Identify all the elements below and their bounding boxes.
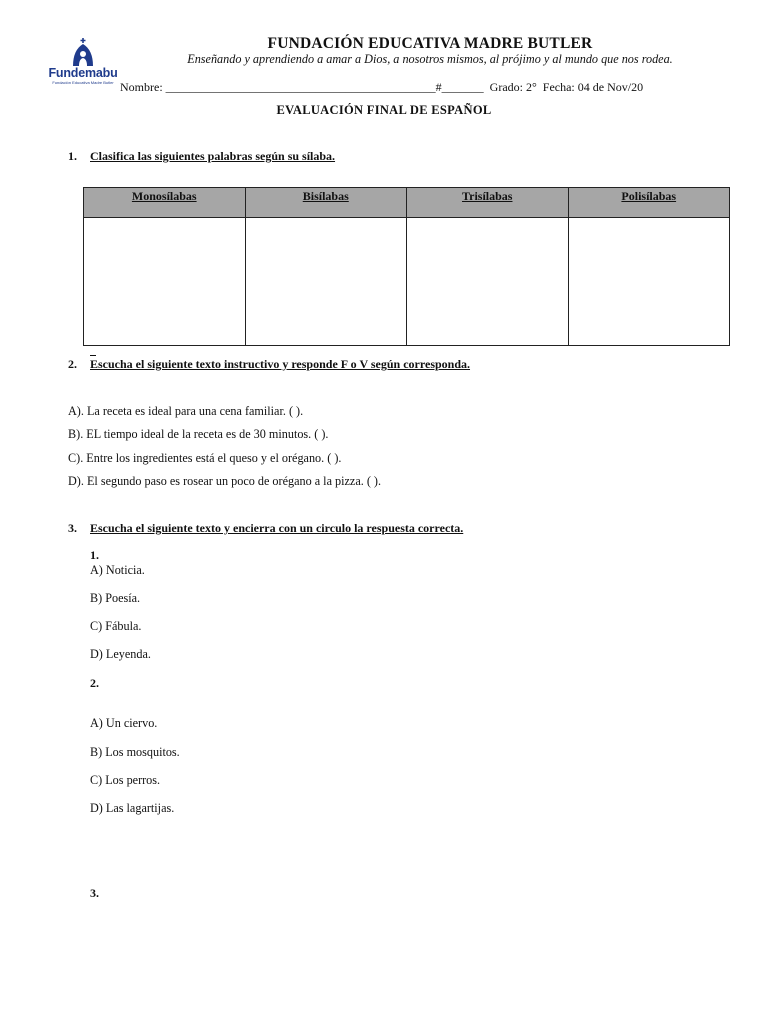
logo-subtext: Fundación Educativa Madre Butler (52, 80, 114, 85)
question-2-item-b: B). EL tiempo ideal de la receta es de 30 minutos. ( ). (68, 427, 329, 441)
header-bisilabas: Bisílabas (245, 188, 407, 218)
question-2-item-c: C). Entre los ingredientes está el queso y el orégano. ( ). (68, 451, 342, 465)
sub-1-option-a[interactable]: A) Noticia. (90, 563, 145, 577)
question-2-item-d: D). El segundo paso es rosear un poco de orégano a la pizza. ( ). (68, 474, 382, 488)
question-1 (68, 149, 335, 164)
question-2-item-a: A). La receta es ideal para una cena familiar. ( ). (68, 404, 304, 418)
question-3-sub-1-number: 1. (90, 548, 99, 562)
stray-underline-mark (90, 355, 96, 356)
header-monosilabas: Monosílabas (84, 188, 246, 218)
sub-1-option-b[interactable]: B) Poesía. (90, 591, 141, 605)
sub-2-option-c[interactable]: C) Los perros. (90, 773, 161, 787)
question-3 (68, 521, 463, 536)
question-3-text: Escucha el siguiente texto y encierra con un circulo la respuesta correcta. (90, 521, 464, 535)
institution-motto: Enseñando y aprendiendo a amar a Dios, a nosotros mismos, al prójimo y al mundo que nos rodea. (187, 52, 673, 66)
header-trisilabas: Trisílabas (407, 188, 569, 218)
question-1-text: Clasifica las siguientes palabras según su sílaba. (90, 149, 336, 163)
syllable-table-answer-row (84, 218, 730, 346)
institution-title: FUNDACIÓN EDUCATIVA MADRE BUTLER (267, 35, 593, 52)
answer-cell-bisilabas[interactable] (245, 218, 407, 346)
question-1-number: 1. (68, 149, 77, 163)
answer-cell-monosilabas[interactable] (84, 218, 246, 346)
church-emblem-icon (44, 36, 122, 70)
student-info-line: Nombre: _____________________________________________#_______ Grado: 2° Fecha: 04 de Nov/20 (120, 80, 644, 94)
question-3-sub-3-number: 3. (90, 886, 99, 900)
sub-2-option-a[interactable]: A) Un ciervo. (90, 716, 158, 730)
header-polisilabas: Polisílabas (568, 188, 730, 218)
answer-cell-trisilabas[interactable] (407, 218, 569, 346)
syllable-table (83, 187, 730, 346)
sub-1-option-d[interactable]: D) Leyenda. (90, 647, 151, 661)
exam-title: EVALUACIÓN FINAL DE ESPAÑOL (276, 103, 492, 117)
sub-2-option-b[interactable]: B) Los mosquitos. (90, 745, 180, 759)
answer-cell-polisilabas[interactable] (568, 218, 730, 346)
question-2-number: 2. (68, 357, 77, 371)
question-2-text: Escucha el siguiente texto instructivo y responde F o V según corresponda. (90, 357, 471, 371)
sub-2-option-d[interactable]: D) Las lagartijas. (90, 801, 175, 815)
question-3-number: 3. (68, 521, 77, 535)
sub-1-option-c[interactable]: C) Fábula. (90, 619, 142, 633)
question-2 (68, 357, 470, 372)
syllable-table-header-row (84, 188, 730, 218)
question-3-sub-2-number: 2. (90, 676, 99, 690)
logo-wordmark: Fundemabu (48, 66, 118, 80)
